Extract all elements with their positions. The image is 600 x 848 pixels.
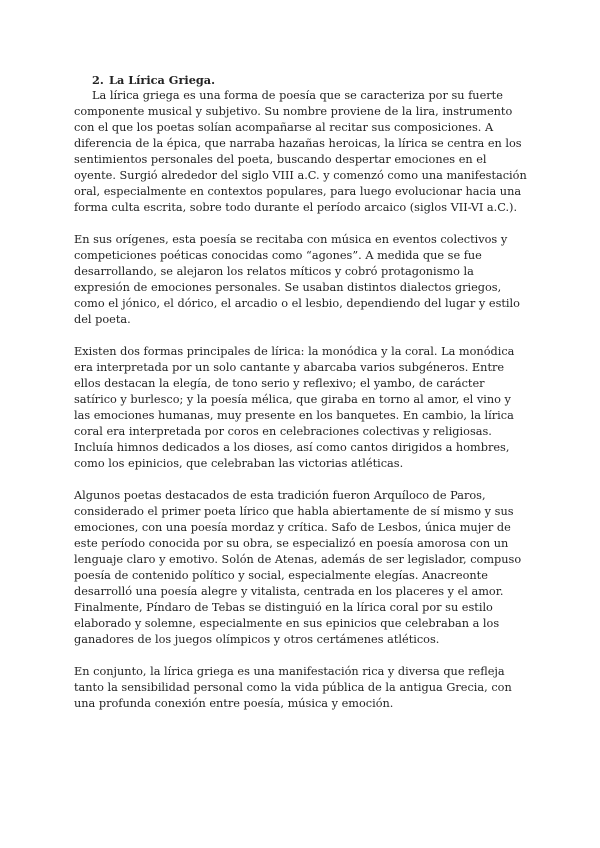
section-title: La Lírica Griega. xyxy=(109,73,216,87)
paragraph-poets: Algunos poetas destacados de esta tradición fueron Arquíloco de Paros, considerado el primer poeta lírico que habla abiertamente de sí mismo y sus emociones, con una poesía mordaz y crítica. Safo de Lesbos, única mujer de este período conocida por su obra, se especializó en poesía amorosa con un lenguaje claro y emotivo. Solón de Atenas, además de ser legislador, compuso poesía de contenido político y social, especialmente elegías. Anacreonte desarrolló una poesía alegre y vitalista, centrada en los placeres y el amor. Finalmente, Píndaro de Tebas se distinguió en la lírica coral por su estilo elaborado y solemne, especialmente en sus epinicios que celebraban a los ganadores de los juegos olímpicos y otros certámenes atléticos. xyxy=(74,489,522,646)
document-page xyxy=(74,72,530,728)
section-number: 2. xyxy=(92,73,104,87)
paragraph-origins: En sus orígenes, esta poesía se recitaba con música en eventos colectivos y competiciones poéticas conocidas como “agones”. A medida que se fue desarrollando, se alejaron los relatos míticos y cobró protagonismo la expresión de emociones personales. Se usaban distintos dialectos griegos, como el jónico, el dórico, el arcadio o el lesbio, dependiendo del lugar y estilo del poeta. xyxy=(74,233,520,326)
paragraph-intro: La lírica griega es una forma de poesía que se caracteriza por su fuerte componente musical y subjetivo. Su nombre proviene de la lira, instrumento con el que los poetas solían acompañarse al recitar sus composiciones. A diferencia de la épica, que narraba hazañas heroicas, la lírica se centra en los sentimientos personales del poeta, buscando despertar emociones en el oyente. Surgió alrededor del siglo VIII a.C. y comenzó como una manifestación oral, especialmente en contextos populares, para luego evolucionar hacia una forma culta escrita, sobre todo durante el período arcaico (siglos VII-VI a.C.). xyxy=(74,89,527,214)
paragraph-conclusion: En conjunto, la lírica griega es una manifestación rica y diversa que refleja tanto la sensibilidad personal como la vida pública de la antigua Grecia, con una profunda conexión entre poesía, música y emoción. xyxy=(74,665,512,710)
section-heading xyxy=(74,72,530,88)
paragraph-forms: Existen dos formas principales de lírica: la monódica y la coral. La monódica era interpretada por un solo cantante y abarcaba varios subgéneros. Entre ellos destacan la elegía, de tono serio y reflexivo; el yambo, de carácter satírico y burlesco; y la poesía mélica, que giraba en torno al amor, el vino y las emociones humanas, muy presente en los banquetes. En cambio, la lírica coral era interpretada por coros en celebraciones colectivas y religiosas. Incluía himnos dedicados a los dioses, así como cantos dirigidos a hombres, como los epinicios, que celebraban las victorias atléticas. xyxy=(74,345,515,470)
